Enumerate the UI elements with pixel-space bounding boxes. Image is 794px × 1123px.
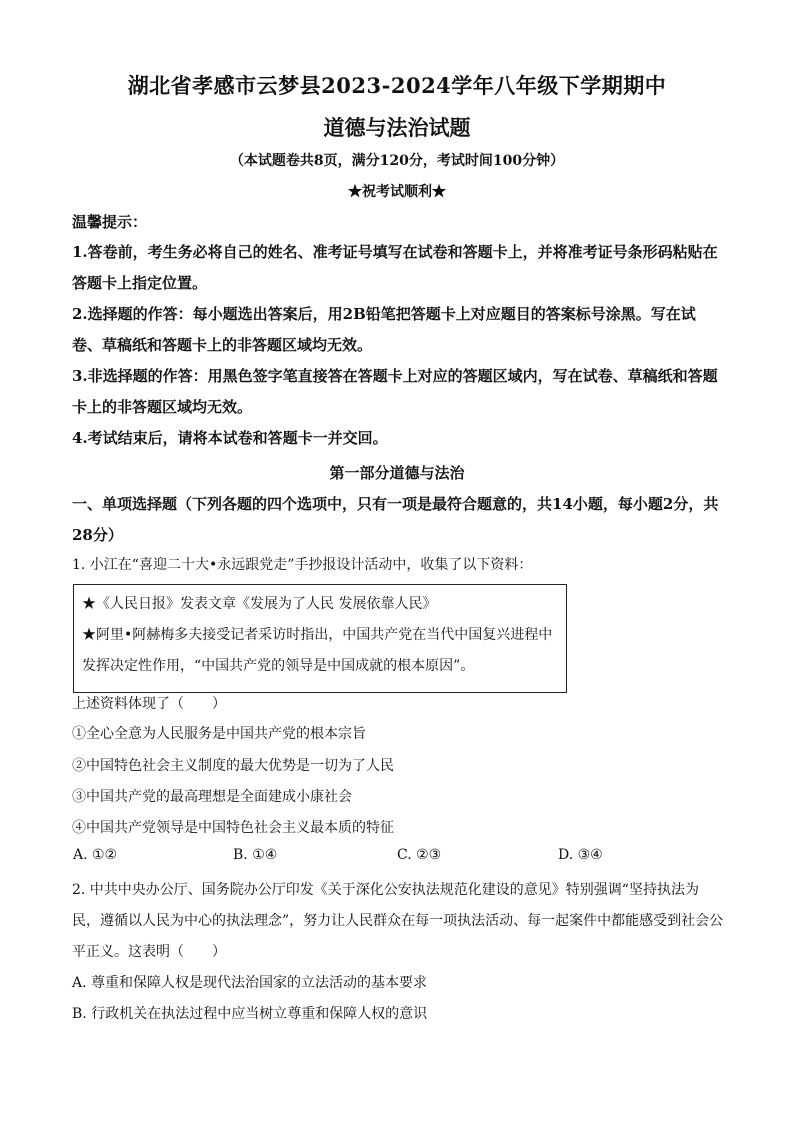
q2-option-b: B. 行政机关在执法过程中应当树立尊重和保障人权的意识 xyxy=(72,1006,428,1022)
exam-title-line2: 道德与法治试题 xyxy=(323,115,471,140)
material-item-2: ★阿里•阿赫梅多夫接受记者采访时指出，中国共产党在当代中国复兴进程中发挥决定性作用，“中国共产党的领导是中国成就的根本原因”。 xyxy=(82,627,553,674)
material-item-1: ★《人民日报》发表文章《发展为了人民 发展依靠人民》 xyxy=(82,596,437,612)
exam-title-line1: 湖北省孝感市云梦县2023-2024学年八年级下学期期中 xyxy=(127,73,667,98)
statement-3: ③中国共产党的最高理想是全面建成小康社会 xyxy=(72,789,352,805)
tip-item-2: 2.选择题的作答：每小题选出答案后，用2B铅笔把答题卡上对应题目的答案标号涂黑。写在试卷、草稿纸和答题卡上的非答题区域均无效。 xyxy=(72,305,696,354)
question-1-prompt: 上述资料体现了（ ） xyxy=(72,696,226,712)
exam-info: （本试题卷共8页，满分120分，考试时间100分钟） xyxy=(229,153,565,169)
tip-item-4: 4.考试结束后，请将本试卷和答题卡一并交回。 xyxy=(72,429,388,447)
question-1-stem: 1. 小江在“喜迎二十大•永远跟党走”手抄报设计活动中，收集了以下资料： xyxy=(72,557,533,573)
question-2-stem: 2. 中共中央办公厅、国务院办公厅印发《关于深化公安执法规范化建设的意见》特别强调“坚持执法为民，遵循以人民为中心的执法理念”，努力让人民群众在每一项执法活动、每一起案件中都能感受到社会公平正义。这表明（ ） xyxy=(72,882,724,960)
option-d: D. ③④ xyxy=(558,847,603,863)
option-a: A. ①② xyxy=(73,847,118,863)
statement-4: ④中国共产党领导是中国特色社会主义最本质的特征 xyxy=(72,820,394,836)
tip-item-1: 1.答卷前，考生务必将自己的姓名、准考证号填写在试卷和答题卡上，并将准考证号条形码粘贴在答题卡上指定位置。 xyxy=(72,243,718,292)
option-c: C. ②③ xyxy=(397,847,442,863)
tips-heading: 温馨提示： xyxy=(72,213,148,231)
section-title: 第一部分道德与法治 xyxy=(329,464,465,482)
option-b: B. ①④ xyxy=(233,847,278,863)
statement-2: ②中国特色社会主义制度的最大优势是一切为了人民 xyxy=(72,758,394,774)
part-one-heading: 一、单项选择题（下列各题的四个选项中，只有一项是最符合题意的，共14小题，每小题2分，共28分） xyxy=(72,495,719,544)
q2-option-a: A. 尊重和保障人权是现代法治国家的立法活动的基本要求 xyxy=(72,975,428,991)
exam-wish: ★祝考试顺利★ xyxy=(348,184,446,200)
tip-item-3: 3.非选择题的作答：用黑色签字笔直接答在答题卡上对应的答题区域内，写在试卷、草稿纸和答题卡上的非答题区域均无效。 xyxy=(72,367,718,416)
material-box xyxy=(73,584,567,693)
statement-1: ①全心全意为人民服务是中国共产党的根本宗旨 xyxy=(72,726,366,742)
